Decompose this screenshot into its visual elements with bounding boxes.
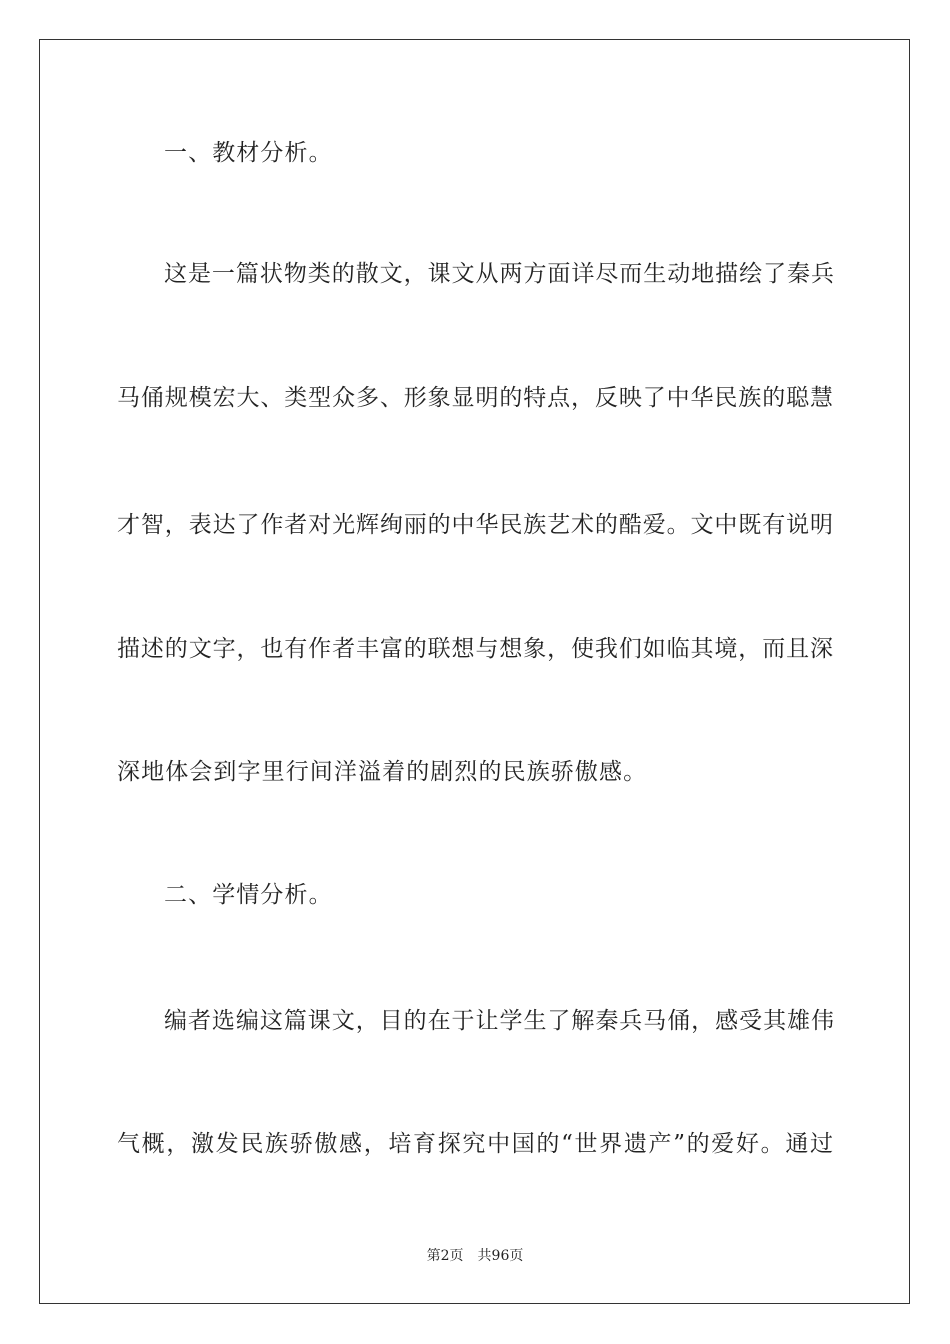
paragraph-line: 编者选编这篇课文，目的在于让学生了解秦兵马俑，感受其雄伟 [164, 1008, 834, 1034]
section-heading-textbook-analysis: 一、教材分析。 [164, 140, 333, 166]
page-total: 共96页 [477, 1248, 524, 1264]
paragraph-line: 描述的文字，也有作者丰富的联想与想象，使我们如临其境，而且深 [117, 636, 833, 662]
paragraph-line: 才智，表达了作者对光辉绚丽的中华民族艺术的酷爱。文中既有说明 [117, 512, 833, 538]
paragraph-line: 气概，激发民族骄傲感，培育探究中国的“世界遗产”的爱好。通过 [117, 1131, 833, 1157]
page-number: 第2页 [426, 1248, 464, 1264]
paragraph-line: 马俑规模宏大、类型众多、形象显明的特点，反映了中华民族的聪慧 [117, 385, 833, 411]
paragraph-line: 这是一篇状物类的散文，课文从两方面详尽而生动地描绘了秦兵 [164, 261, 834, 287]
paragraph-line: 深地体会到字里行间洋溢着的剧烈的民族骄傲感。 [117, 759, 648, 785]
page-border [39, 39, 910, 1304]
page-footer [0, 1247, 950, 1265]
section-heading-student-analysis: 二、学情分析。 [164, 882, 333, 908]
